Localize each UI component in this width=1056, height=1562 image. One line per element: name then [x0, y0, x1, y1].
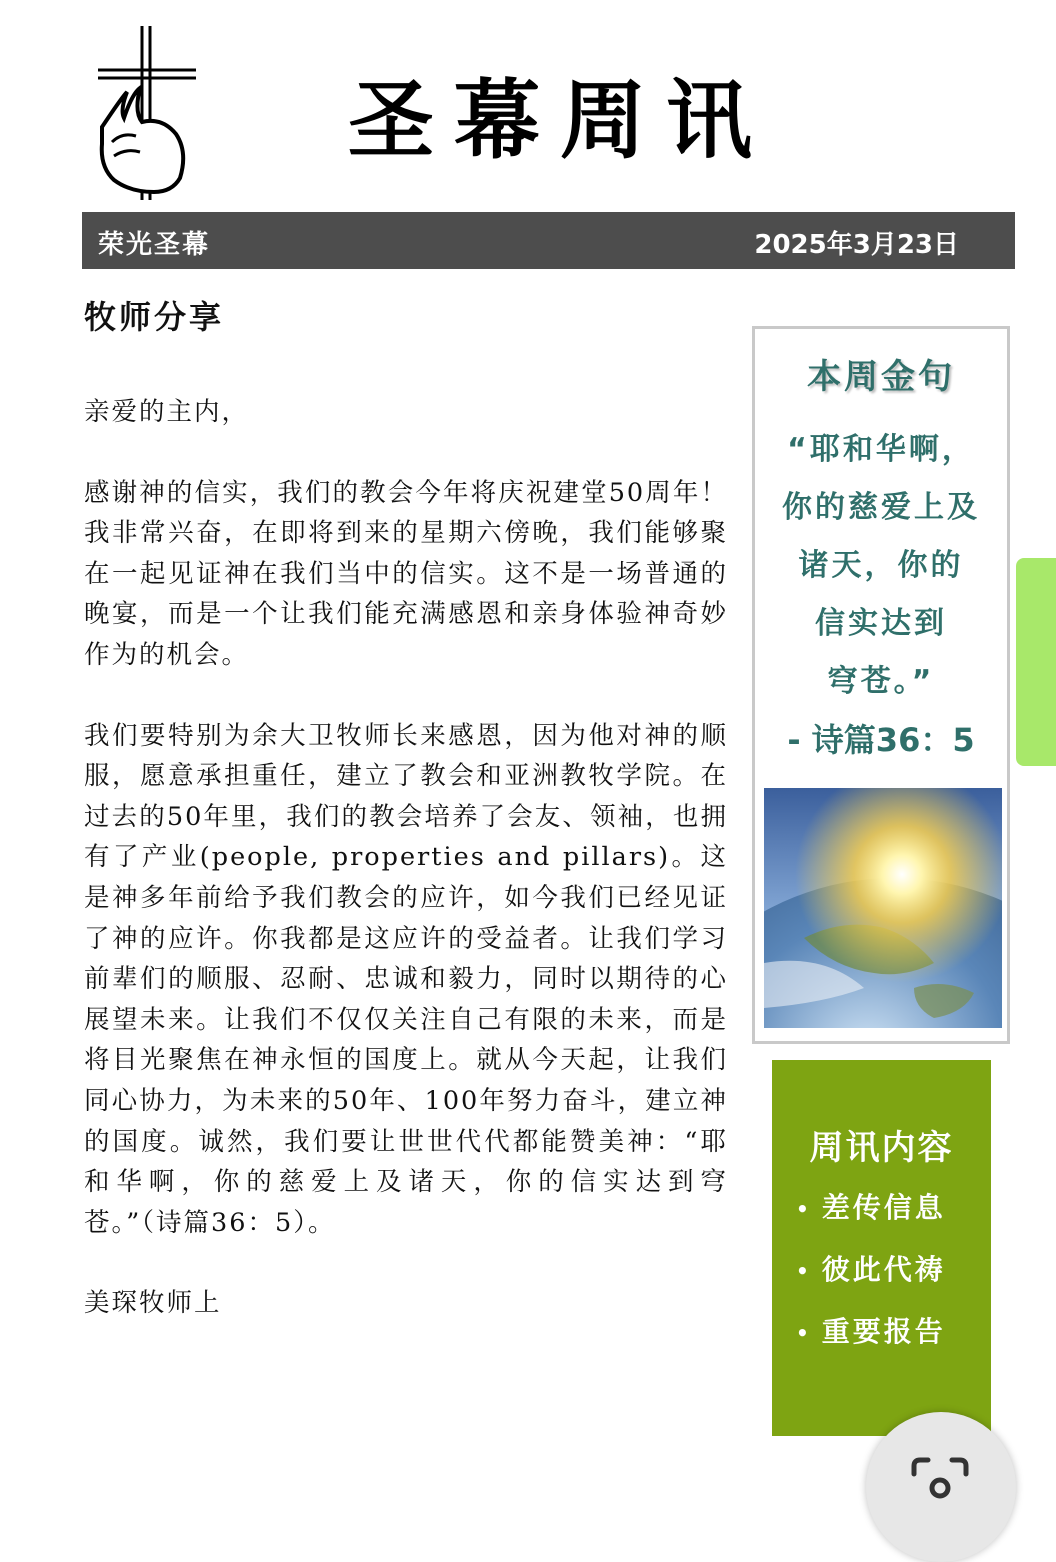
verse-box [752, 326, 1010, 1044]
bullet-icon: • [796, 1259, 812, 1283]
earth-sunrise-image [764, 788, 1002, 1028]
pastor-article [84, 392, 728, 1364]
verse-line: 信实达到 [815, 606, 947, 641]
greeting: 亲爱的主内， [84, 397, 250, 427]
signature: 美琛牧师上 [84, 1288, 222, 1319]
bullet-icon: • [796, 1197, 812, 1221]
contents-item-label: 彼此代祷 [821, 1253, 946, 1286]
side-tab[interactable] [1016, 558, 1056, 766]
issue-date: 2025年3月23日 [754, 230, 959, 260]
article-paragraph: 我们要特别为余大卫牧师长来感恩，因为他对神的顺服，愿意承担重任，建立了教会和亚洲教牧学院。在过去的50年里，我们的教会培养了会友、领袖，也拥有了产业(people, properties and pillars)。这是神多年前给予我们教会的应许，如今我们已经见证了神的应许。你我都是这应许的受益者。让我们学习前辈们的顺服、忍耐、忠诚和毅力，同时以期待的心展望未来。让我们不仅仅关注自己有限的未来，而是将目光聚焦在神永恒的国度上。就从今天起，让我们同心协力，为未来的50年、100年努力奋斗，建立神的国度。诚然，我们要让世世代代都能赞美神：“耶和华啊，你的慈爱上及诸天，你的信实达到穹苍。”（诗篇36：5）。 [84, 720, 728, 1238]
contents-item[interactable] [796, 1186, 946, 1226]
contents-title: 周讯内容 [809, 1128, 954, 1168]
scan-button[interactable] [866, 1412, 1016, 1562]
bullet-icon: • [796, 1321, 812, 1345]
verse-line: 你的慈爱上及 [782, 490, 980, 525]
scan-icon [908, 1454, 972, 1518]
verse-reference: - 诗篇36：5 [787, 721, 975, 759]
section-title: 牧师分享 [84, 298, 225, 336]
article-paragraph: 感谢神的信实，我们的教会今年将庆祝建堂50周年！我非常兴奋，在即将到来的星期六傍晚，我们能够聚在一起见证神在我们当中的信实。这不是一场普通的晚宴，而是一个让我们能充满感恩和亲身体验神奇妙作为的机会。 [84, 477, 728, 670]
contents-item-label: 差传信息 [821, 1191, 946, 1224]
contents-box [772, 1060, 991, 1436]
verse-line: “耶和华啊， [787, 432, 975, 467]
cross-dove-icon [92, 22, 202, 204]
contents-item-label: 重要报告 [821, 1315, 946, 1348]
verse-text [761, 421, 1001, 711]
contents-item[interactable] [796, 1310, 946, 1350]
newsletter-title: 圣幕周讯 [348, 71, 772, 171]
verse-title: 本周金句 [807, 357, 955, 397]
verse-line: 穹苍。” [827, 664, 935, 699]
verse-line: 诸天，你的 [798, 548, 964, 583]
header-bar [82, 212, 1015, 269]
church-name: 荣光圣幕 [98, 230, 211, 260]
contents-item[interactable] [796, 1248, 946, 1288]
